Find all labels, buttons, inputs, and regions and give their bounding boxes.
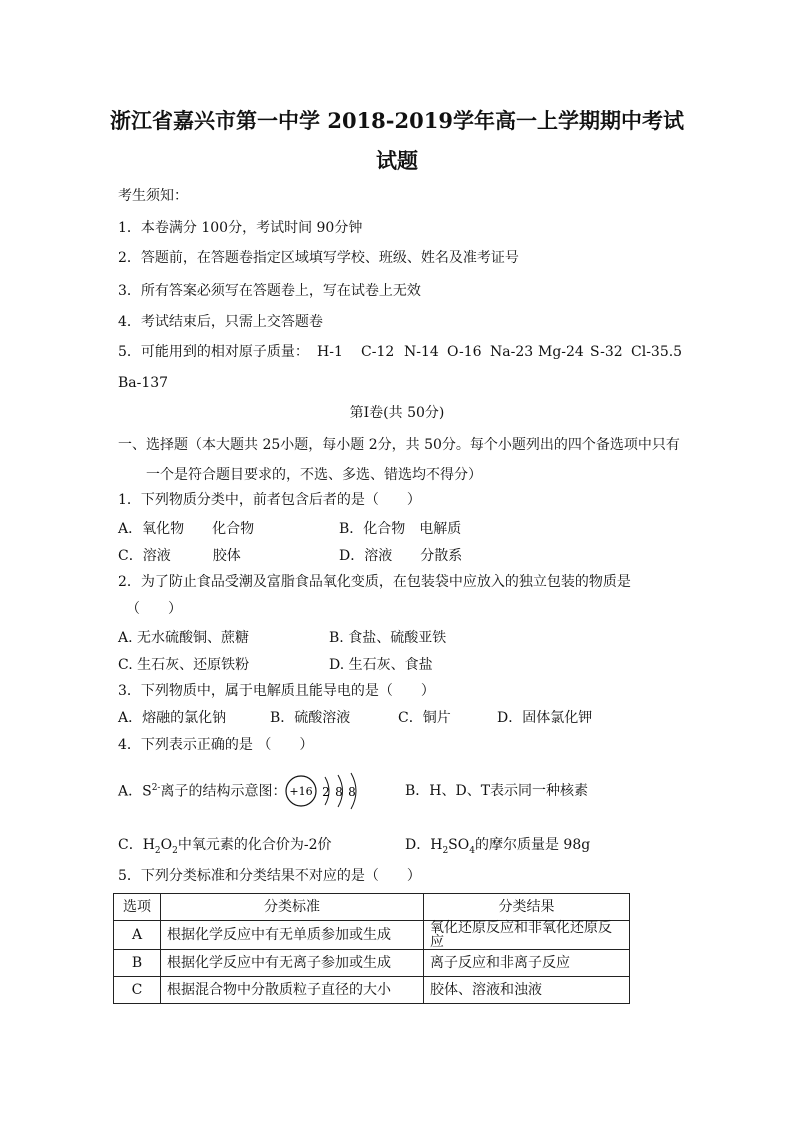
- option-c-text: 中氧元素的化合价为-2价: [177, 837, 332, 853]
- formula-subscript: 2: [154, 845, 161, 856]
- question-2-option-d: D. 生石灰、食盐: [329, 657, 433, 673]
- atomic-mass-h: H-1: [317, 344, 343, 360]
- table-row: [114, 950, 630, 977]
- charge-superscript: 2-: [151, 783, 161, 793]
- shell-electrons-1: 2: [322, 785, 330, 799]
- part1-instructions-cont: 一个是符合题目要求的，不选、多选、错选均不得分）: [146, 467, 482, 483]
- table-cell: B: [114, 950, 161, 977]
- question-4-stem: 4．下列表示正确的是 （ ）: [118, 737, 314, 753]
- formula-part: D．H: [405, 837, 443, 853]
- question-1-stem: 1．下列物质分类中，前者包含后者的是（ ）: [118, 492, 421, 508]
- option-a-prefix: A．S: [118, 783, 152, 800]
- shell-electrons-3: 8: [348, 785, 356, 799]
- formula-part: C．H: [118, 837, 155, 853]
- shell-electrons-2: 8: [335, 785, 343, 799]
- question-3-option-b: B．硫酸溶液: [270, 710, 351, 726]
- formula-subscript: 4: [469, 845, 475, 856]
- option-a-suffix: 离子的结构示意图：: [160, 783, 287, 800]
- table-header-row: [114, 894, 630, 921]
- question-4-option-a: [118, 784, 286, 799]
- question-1-option-a: A．氧化物 化合物: [118, 521, 255, 537]
- question-3-option-d: D．固体氯化钾: [497, 710, 593, 726]
- document-title: 浙江省嘉兴市第一中学 2018-2019学年高一上学期期中考试: [110, 108, 684, 133]
- document-title-cont: 试题: [376, 148, 418, 173]
- formula-part: O: [160, 837, 173, 853]
- notice-item: 3．所有答案必须写在答题卷上，写在试卷上无效: [118, 283, 421, 299]
- notice-item: 1．本卷满分 100分，考试时间 90分钟: [118, 220, 363, 236]
- atomic-mass-ba: Ba-137: [118, 375, 169, 391]
- classification-table: [113, 893, 630, 1004]
- notice-item: 4．考试结束后，只需上交答题卷: [118, 314, 323, 330]
- table-cell: 根据化学反应中有无离子参加或生成: [161, 950, 424, 977]
- atomic-mass-n: N-14: [404, 344, 439, 360]
- question-2-option-a: A. 无水硫酸铜、蔗糖: [118, 630, 250, 646]
- table-header-cell: 分类结果: [424, 894, 630, 921]
- option-d-text: 的摩尔质量是 98g: [474, 837, 591, 853]
- question-4-option-b: B．H、D、T表示同一种核素: [405, 783, 589, 799]
- question-2-stem-cont: （ ）: [126, 601, 182, 617]
- question-5-stem: 5．下列分类标准和分类结果不对应的是（ ）: [118, 868, 421, 884]
- question-3-stem: 3．下列物质中，属于电解质且能导电的是（ ）: [118, 683, 435, 699]
- table-cell: 胶体、溶液和浊液: [424, 977, 630, 1004]
- question-2-stem: 2．为了防止食品受潮及富脂食品氧化变质，在包装袋中应放入的独立包装的物质是: [118, 574, 631, 590]
- atomic-mass-cl: Cl-35.5: [631, 344, 683, 360]
- atomic-mass-na: Na-23: [490, 344, 534, 360]
- question-1-option-d: D．溶液 分散系: [339, 548, 463, 564]
- question-3-option-a: A．熔融的氯化钠: [118, 710, 227, 726]
- table-cell: A: [114, 921, 161, 950]
- question-1-option-b: B．化合物 电解质: [339, 521, 462, 537]
- table-cell: 根据混合物中分散质粒子直径的大小: [161, 977, 424, 1004]
- formula-subscript: 2: [442, 845, 449, 856]
- atom-structure-diagram: [283, 770, 375, 816]
- table-row: [114, 977, 630, 1004]
- formula-part: SO: [448, 837, 470, 853]
- question-2-option-b: B. 食盐、硫酸亚铁: [329, 630, 447, 646]
- notice-heading: 考生须知：: [118, 188, 188, 204]
- question-4-option-c: [118, 838, 332, 856]
- table-row: [114, 921, 630, 950]
- question-3-option-c: C．铜片: [398, 710, 451, 726]
- question-2-option-c: C. 生石灰、还原铁粉: [118, 657, 250, 673]
- atomic-mass-o: O-16: [447, 344, 482, 360]
- formula-subscript: 2: [172, 845, 178, 856]
- nucleus-charge: +16: [289, 785, 313, 798]
- atomic-mass-mg: Mg-24: [538, 344, 584, 360]
- question-1-option-c: C．溶液 胶体: [118, 548, 241, 564]
- question-4-option-d: [405, 838, 590, 856]
- notice-item: 2．答题前，在答题卷指定区域填写学校、班级、姓名及准考证号: [118, 250, 519, 266]
- table-cell: 根据化学反应中有无单质参加或生成: [161, 921, 424, 950]
- part1-instructions: 一、选择题（本大题共 25小题，每小题 2分，共 50分。每个小题列出的四个备选项中只有: [118, 437, 680, 453]
- atomic-mass-label: 5．可能用到的相对原子质量：: [118, 344, 309, 360]
- table-cell: 离子反应和非离子反应: [424, 950, 630, 977]
- table-header-cell: 分类标准: [161, 894, 424, 921]
- table-cell: C: [114, 977, 161, 1004]
- table-cell: 氧化还原反应和非氧化还原反应: [424, 921, 630, 950]
- section-title: 第Ⅰ卷(共 50分): [349, 405, 445, 421]
- atomic-mass-s: S-32: [590, 344, 623, 360]
- atomic-mass-c: C-12: [361, 344, 395, 360]
- table-header-cell: 选项: [114, 894, 161, 921]
